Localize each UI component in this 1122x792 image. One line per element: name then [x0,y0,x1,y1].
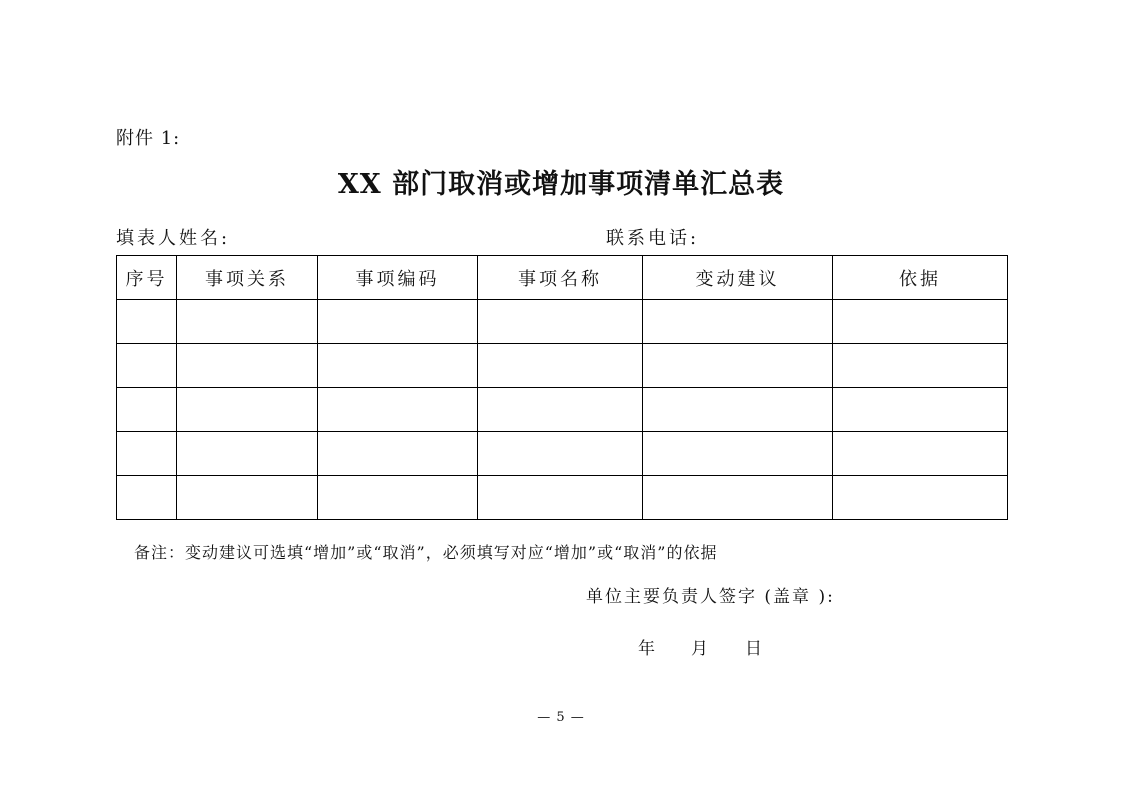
table-cell[interactable] [833,476,1008,520]
table-cell[interactable] [117,432,177,476]
table-row [117,344,1008,388]
table-cell[interactable] [478,432,643,476]
table-cell[interactable] [177,344,318,388]
table-cell[interactable] [117,476,177,520]
table-cell[interactable] [177,432,318,476]
table-cell[interactable] [478,476,643,520]
header-item-name: 事项名称 [478,256,643,300]
table-cell[interactable] [318,476,478,520]
table-cell[interactable] [643,432,833,476]
table-cell[interactable] [478,344,643,388]
table-row [117,432,1008,476]
table-cell[interactable] [833,300,1008,344]
remark-note: 备注：变动建议可选填“增加”或“取消”，必须填写对应“增加”或“取消”的依据 [134,543,718,562]
table-cell[interactable] [318,432,478,476]
table-cell[interactable] [478,388,643,432]
date-year-label: 年 [638,639,655,659]
table-cell[interactable] [177,476,318,520]
table-cell[interactable] [117,388,177,432]
page-title: XX 部门取消或增加事项清单汇总表 [337,169,785,200]
header-change-suggestion: 变动建议 [643,256,833,300]
header-serial-number: 序号 [117,256,177,300]
contact-phone-label: 联系电话: [606,228,700,249]
date-month-label: 月 [691,639,708,659]
table-cell[interactable] [177,388,318,432]
table-cell[interactable] [318,344,478,388]
table-cell[interactable] [643,476,833,520]
date-day-label: 日 [745,639,762,659]
signature-label: 单位主要负责人签字 (盖章 ): [586,587,835,607]
table-cell[interactable] [643,300,833,344]
table-cell[interactable] [643,388,833,432]
table-cell[interactable] [833,432,1008,476]
table-cell[interactable] [318,300,478,344]
table-header-row [117,256,1008,300]
table-row [117,388,1008,432]
table-cell[interactable] [643,344,833,388]
table-row [117,300,1008,344]
table-cell[interactable] [177,300,318,344]
attachment-label: 附件 1: [116,128,181,149]
header-item-code: 事项编码 [318,256,478,300]
table-cell[interactable] [117,300,177,344]
table-cell[interactable] [117,344,177,388]
header-item-relation: 事项关系 [177,256,318,300]
table-row [117,476,1008,520]
table-cell[interactable] [318,388,478,432]
filler-name-label: 填表人姓名: [116,228,231,249]
summary-table [116,255,1008,520]
table-cell[interactable] [478,300,643,344]
page-number: — 5 — [537,710,585,725]
header-basis: 依据 [833,256,1008,300]
table-cell[interactable] [833,388,1008,432]
table-cell[interactable] [833,344,1008,388]
